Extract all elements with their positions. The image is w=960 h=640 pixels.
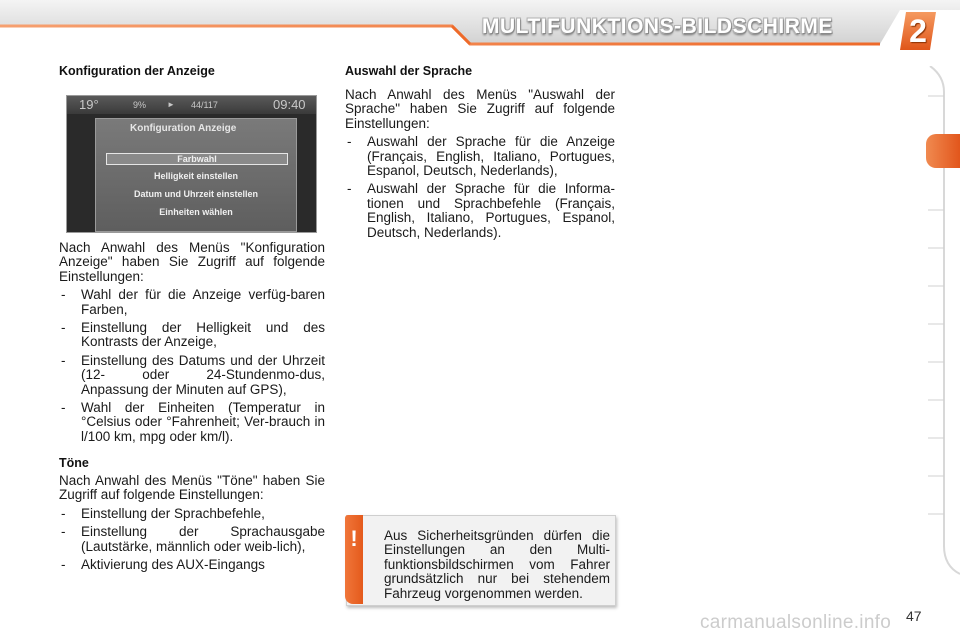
screen-menu-item: Einheiten wählen xyxy=(159,207,233,217)
list-item: - Einstellung der Helligkeit und des Kontrasts der Anzeige, xyxy=(59,321,325,350)
list-item: - Auswahl der Sprache für die Anzeige (Français, English, Italiano, Portugues, Espanol, Deutsch, Nederlands), xyxy=(345,135,615,178)
language-intro: Nach Anwahl des Menüs "Auswahl der Sprache" haben Sie Zugriff auf folgende Einstellungen: xyxy=(345,87,615,131)
display-config-intro: Nach Anwahl des Menüs "Konfiguration Anzeige" haben Sie Zugriff auf folgende Einstellungen: xyxy=(59,240,325,284)
list-item: - Einstellung der Sprachbefehle, xyxy=(59,507,325,521)
list-item: - Auswahl der Sprache für die Informa-tionen und Sprachbefehle (Français, English, Italiano, Portugues, Espanol, Deutsch, Nederlands). xyxy=(345,182,615,240)
screen-menu-item: Helligkeit einstellen xyxy=(153,171,239,181)
sounds-list xyxy=(59,507,325,573)
screen-play-icon: ► xyxy=(167,100,175,109)
page-number: 47 xyxy=(906,608,922,624)
display-config-text xyxy=(59,241,325,444)
display-config-list xyxy=(59,288,325,444)
section-title-display-config: Konfiguration der Anzeige xyxy=(59,64,215,78)
watermark: carmanualsonline.info xyxy=(700,612,892,633)
section-title-sounds: Töne xyxy=(59,456,89,470)
screen-status-bar xyxy=(67,96,316,114)
safety-warning-text: Aus Sicherheitsgründen dürfen die Einstellungen an den Multi-funktionsbildschirmen vom Fahrer grundsätzlich nur bei stehendem Fahrzeug vorgenommen werden. xyxy=(384,528,610,601)
list-item: - Einstellung der Sprachausgabe (Lautstärke, männlich oder weib-lich), xyxy=(59,525,325,554)
chapter-number: 2 xyxy=(909,13,927,49)
screen-menu-title: Konfiguration Anzeige xyxy=(130,123,237,134)
language-text xyxy=(345,88,615,240)
sounds-intro: Nach Anwahl des Menüs "Töne" haben Sie Zugriff auf folgende Einstellungen: xyxy=(59,473,325,503)
screen-status-percent: 9% xyxy=(133,100,147,110)
screen-status-track: 44/117 xyxy=(191,100,218,110)
list-item: - Wahl der für die Anzeige verfüg-baren Farben, xyxy=(59,288,325,317)
screen-menu-panel xyxy=(95,118,297,232)
screen-temperature: 19° xyxy=(79,97,99,112)
screen-menu-item: Datum und Uhrzeit einstellen xyxy=(133,189,258,199)
list-item: - Wahl der Einheiten (Temperatur in °Celsius oder °Fahrenheit; Ver-brauch in l/100 km, mpg oder km/l). xyxy=(59,401,325,444)
list-item: - Aktivierung des AUX-Eingangs xyxy=(59,558,325,572)
language-list xyxy=(345,135,615,240)
section-title-language: Auswahl der Sprache xyxy=(345,64,473,78)
screen-time: 09:40 xyxy=(273,97,306,112)
page-title: MULTIFUNKTIONS-BILDSCHIRME xyxy=(482,15,833,38)
active-chapter-tab[interactable] xyxy=(926,134,960,168)
display-config-screenshot xyxy=(66,95,317,233)
exclamation-icon: ! xyxy=(350,526,358,551)
sounds-text xyxy=(59,474,325,572)
list-item: - Einstellung des Datums und der Uhrzeit (12- oder 24-Stundenmo-dus, Anpassung der Minuten auf GPS), xyxy=(59,354,325,397)
screen-menu-item: Farbwahl xyxy=(106,153,288,165)
